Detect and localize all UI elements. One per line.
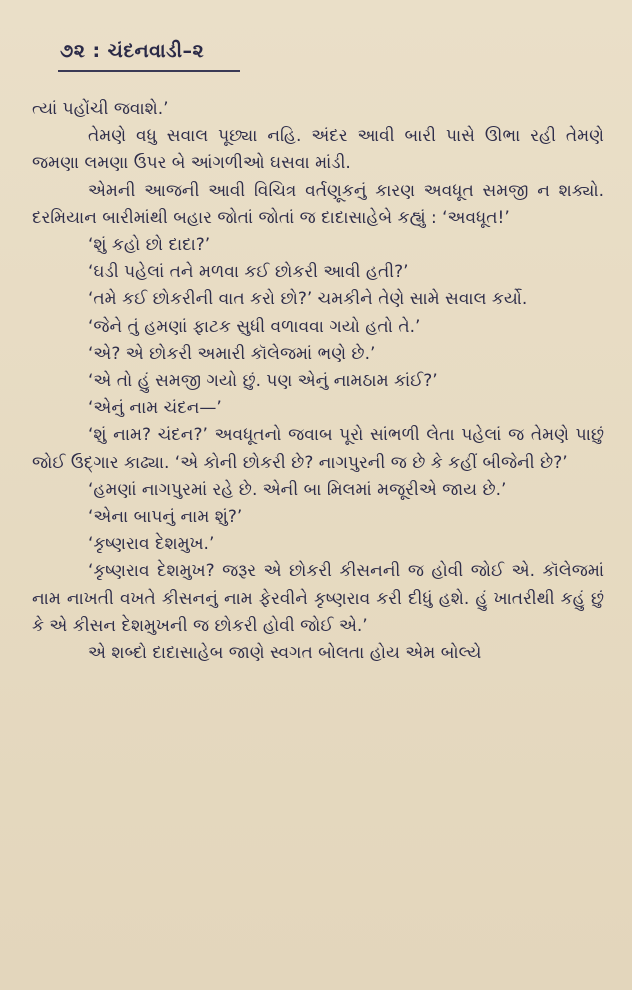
paragraph: ‘કૃષ્ણરાવ દેશમુખ? જરૂર એ છોકરી કીસનની જ હોવી જોઈ એ. કૉલેજમાં નામ નાખતી વખતે કીસનનું નામ ફેરવીને કૃષ્ણરાવ કરી દીધું હશે. હું ખાતરીથી કહું છું કે એ કીસન દેશમુખની જ છોકરી હોવી જોઈ એ.’ [32,561,604,636]
paragraph: ‘ઘડી પહેલાં તને મળવા કઈ છોકરી આવી હતી?’ [88,262,409,283]
paragraph: ‘હમણાં નાગપુરમાં રહે છે. એની બા મિલમાં મજૂરીએ જાય છે.’ [88,479,507,500]
paragraph: ત્યાં પહોંચી જવાશે.’ [32,99,169,119]
paragraph: ‘કૃષ્ણરાવ દેશમુખ.’ [88,534,215,555]
paragraph: ‘એ તો હું સમજી ગયો છું. પણ એનું નામઠામ કાંઈ?’ [88,371,438,392]
paragraph: ‘શું કહો છો દાદા?’ [88,235,211,256]
header-underline [58,70,240,72]
running-head: ૭૨ : ચંદનવાડી–૨ [60,40,205,62]
paragraph: ‘જેને તું હમણાં ફાટક સુધી વળાવવા ગયો હતો તે.’ [88,316,421,337]
paragraph: તેમણે વધુ સવાલ પૂછ્યા નહિ. અંદર આવી બારી પાસે ઊભા રહી તેમણે જમણા લમણા ઉપર બે આંગળીઓ ઘસવા માંડી. [32,126,604,174]
paragraph: ‘એનું નામ ચંદન—’ [88,398,222,419]
body-text [32,96,604,667]
paragraph: એમની આજની આવી વિચિત્ર વર્તણૂકનું કારણ અવધૂત સમજી ન શક્યો. દરમિયાન બારીમાંથી બહાર જોતાં જોતાં જ દાદાસાહેબે કહ્યું : ‘અવધૂત!’ [32,180,604,228]
paragraph: ‘તમે કઈ છોકરીની વાત કરો છો?’ ચમકીને તેણે સામે સવાલ કર્યો. [88,289,528,310]
paragraph: ‘શું નામ? ચંદન?’ અવધૂતનો જવાબ પૂરો સાંભળી લેતા પહેલાં જ તેમણે પાછું જોઈ ઉદ્ગાર કાઢ્યા. ‘એ કોની છોકરી છે? નાગપુરની જ છે કે કહીં બીજેની છે?’ [32,425,604,473]
paragraph: એ શબ્દો દાદાસાહેબ જાણે સ્વગત બોલતા હોય એમ બોલ્યે [88,643,482,664]
paragraph: ‘એ? એ છોકરી અમારી કૉલેજમાં ભણે છે.’ [88,343,376,364]
paragraph: ‘એના બાપનું નામ શું?’ [88,507,243,528]
